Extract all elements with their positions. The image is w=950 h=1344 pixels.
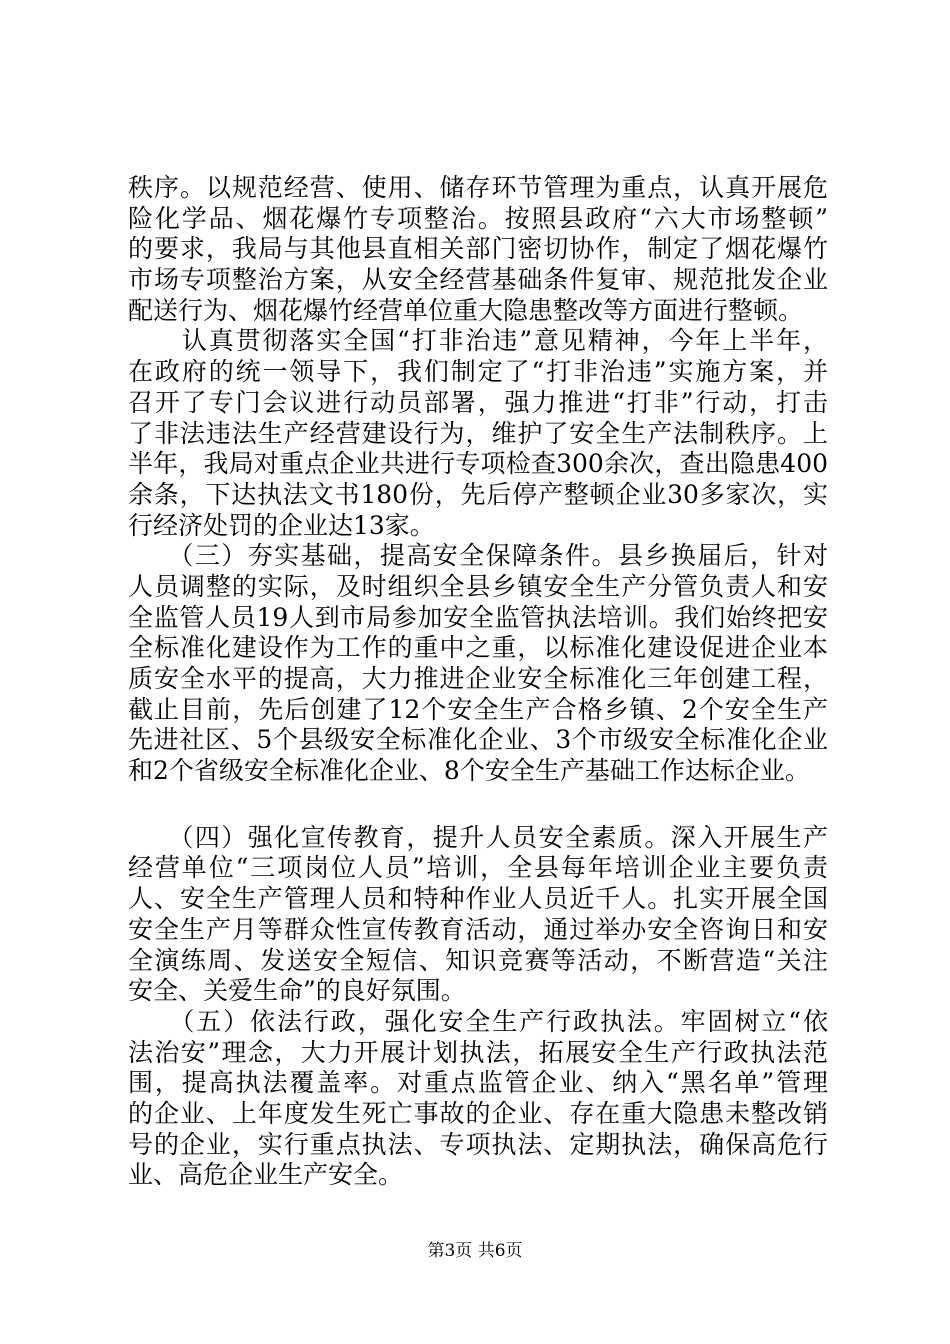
paragraph-3-line-5: 安全、关爱生命”的良好氛围。 [128,976,466,1006]
paragraph-1-line-0: 认真贯彻落实全国“打非治违”意见精神，今年上半年， [128,326,828,356]
paragraph-0-line-2: 的要求，我局与其他县直相关部门密切协作，制定了烟花爆竹 [128,234,828,264]
paragraph-4-line-5: 业、高危企业生产安全。 [128,1160,404,1190]
paragraph-2-line-6: 先进社区、5个县级安全标准化企业、3个市级安全标准化企业 [128,725,828,755]
paragraph-2-line-2: 全监管人员19人到市局参加安全监管执法培训。我们始终把安 [128,602,828,632]
paragraph-4-line-3: 的企业、上年度发生死亡事故的企业、存在重大隐患未整改销 [128,1098,828,1128]
paragraph-1-line-3: 了非法违法生产经营建设行为，维护了安全生产法制秩序。上 [128,418,828,448]
paragraph-2-line-3: 全标准化建设作为工作的重中之重，以标准化建设促进企业本 [128,633,828,663]
paragraph-4-line-4: 号的企业，实行重点执法、专项执法、定期执法，确保高危行 [128,1129,828,1159]
paragraph-3-line-2: 人、安全生产管理人员和特种作业人员近千人。扎实开展全国 [128,884,828,914]
paragraph-3-line-1: 经营单位“三项岗位人员”培训，全县每年培训企业主要负责 [128,853,828,883]
paragraph-3-line-4: 全演练周、发送安全短信、知识竞赛等活动，不断营造“关注 [128,945,828,975]
paragraph-2-line-0: （三）夯实基础，提高安全保障条件。县乡换届后，针对 [128,541,828,571]
paragraph-4-line-0: （五）依法行政，强化安全生产行政执法。牢固树立“依 [128,1006,828,1036]
paragraph-0-line-0: 秩序。以规范经营、使用、储存环节管理为重点，认真开展危 [128,173,828,202]
paragraph-0-line-1: 险化学品、烟花爆竹专项整治。按照县政府“六大市场整顿” [128,203,828,233]
paragraph-2-line-1: 人员调整的实际，及时组织全县乡镇安全生产分管负责人和安 [128,571,828,601]
paragraph-4-line-2: 围，提高执法覆盖率。对重点监管企业、纳入“黑名单”管理 [128,1068,828,1098]
paragraph-1-line-2: 召开了专门会议进行动员部署，强力推进“打非”行动，打击 [128,387,828,417]
paragraph-2-line-5: 截止目前，先后创建了12个安全生产合格乡镇、2个安全生产 [128,694,828,724]
paragraph-0-line-4: 配送行为、烟花爆竹经营单位重大隐患整改等方面进行整顿。 [128,295,804,325]
paragraph-2-line-7: 和2个省级安全标准化企业、8个安全生产基础工作达标企业。 [128,756,810,786]
paragraph-3-line-0: （四）强化宣传教育，提升人员安全素质。深入开展生产 [128,822,828,852]
paragraph-0-line-3: 市场专项整治方案，从安全经营基础条件复审、规范批发企业 [128,265,828,295]
paragraph-4-line-1: 法治安”理念，大力开展计划执法，拓展安全生产行政执法范 [128,1037,828,1067]
paragraph-3-line-3: 安全生产月等群众性宣传教育活动，通过举办安全咨询日和安 [128,914,828,944]
paragraph-1-line-5: 余条，下达执法文书180份，先后停产整顿企业30多家次，实 [128,479,828,509]
paragraph-1-line-4: 半年，我局对重点企业共进行专项检查300余次，查出隐患400 [128,449,828,479]
paragraph-1-line-1: 在政府的统一领导下，我们制定了“打非治违”实施方案，并 [128,357,828,387]
page-footer: 第3页 共6页 [427,1241,523,1261]
paragraph-1-line-6: 行经济处罚的企业达13家。 [128,510,435,540]
paragraph-2-line-4: 质安全水平的提高，大力推进企业安全标准化三年创建工程， [128,664,828,693]
